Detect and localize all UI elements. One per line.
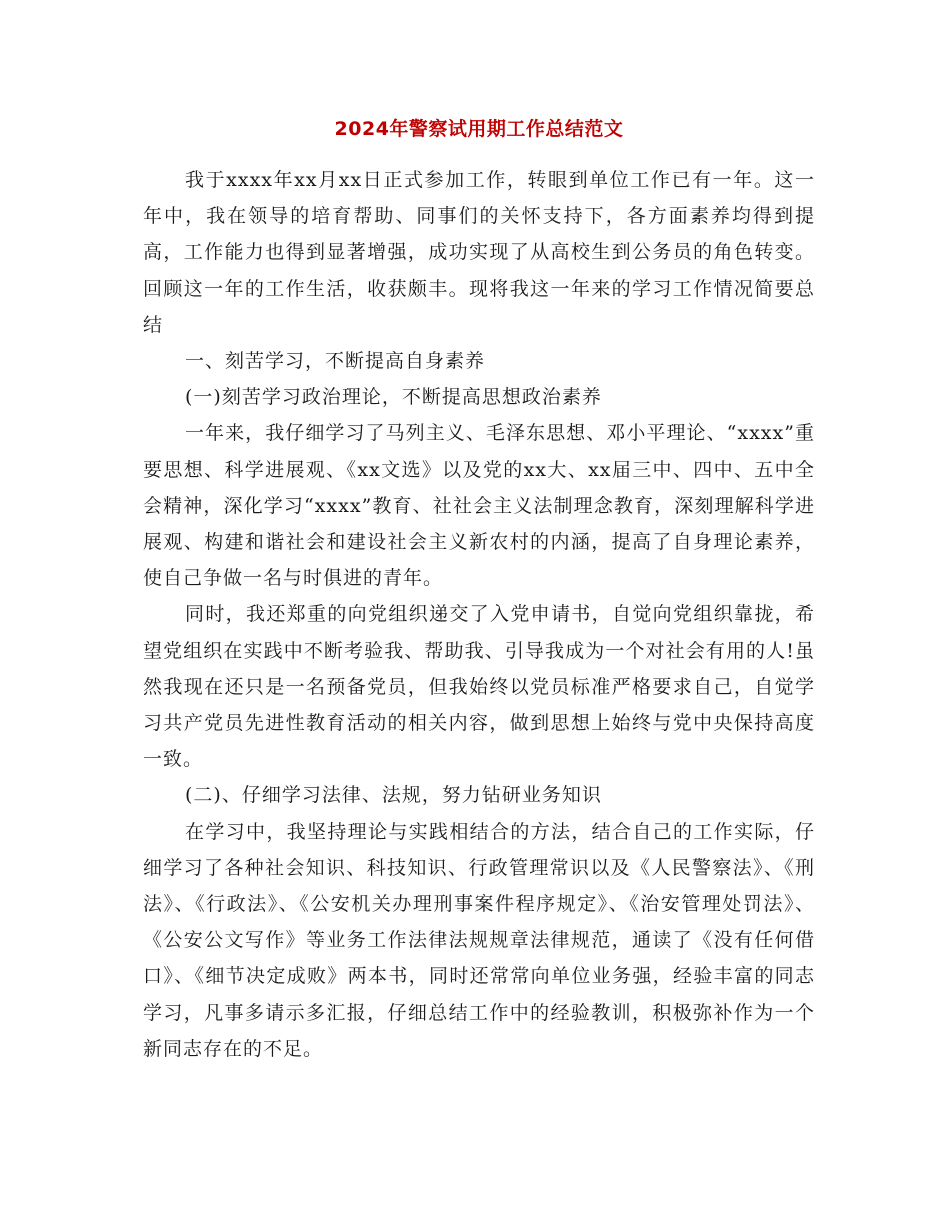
heading-subsection-1: (一)刻苦学习政治理论，不断提高思想政治素养	[185, 386, 602, 409]
document-page	[143, 0, 815, 1067]
document-body	[143, 162, 815, 1067]
paragraph-party-application: 同时，我还郑重的向党组织递交了入党申请书，自觉向党组织靠拢，希望党组织在实践中不断考验我、帮助我、引导我成为一个对社会有用的人!虽然我现在还只是一名预备党员，但我始终以党员标准严格要求自己，自觉学习共产党员先进性教育活动的相关内容，做到思想上始终与党中央保持高度一致。	[143, 603, 815, 771]
heading-subsection-2: (二)、仔细学习法律、法规，努力钻研业务知识	[185, 784, 602, 807]
heading-section-1: 一、刻苦学习，不断提高自身素养	[185, 350, 486, 373]
document-title: 2024年警察试用期工作总结范文	[334, 118, 624, 140]
paragraph-intro: 我于xxxx年xx月xx日正式参加工作，转眼到单位工作已有一年。这一年中，我在领导的培育帮助、同事们的关怀支持下，各方面素养均得到提高，工作能力也得到显著增强，成功实现了从高校生到公务员的角色转变。回顾这一年的工作生活，收获颇丰。现将我这一年来的学习工作情况简要总结	[143, 169, 815, 336]
paragraph-legal-study: 在学习中，我坚持理论与实践相结合的方法，结合自己的工作实际，仔细学习了各种社会知识、科技知识、行政管理常识以及《人民警察法》、《刑法》、《行政法》、《公安机关办理刑事案件程序规定》、《治安管理处罚法》、《公安公文写作》等业务工作法律法规规章法律规范，通读了《没有任何借口》、《细节决定成败》两本书，同时还常常向单位业务强，经验丰富的同志学习，凡事多请示多汇报，仔细总结工作中的经验教训，积极弥补作为一个新同志存在的不足。	[143, 820, 815, 1060]
paragraph-political-study: 一年来，我仔细学习了马列主义、毛泽东思想、邓小平理论、“xxxx”重要思想、科学进展观、《xx文选》以及党的xx大、xx届三中、四中、五中全会精神，深化学习“xxxx”教育、社社会主义法制理念教育，深刻理解科学进展观、构建和谐社会和建设社会主义新农村的内涵，提高了自身理论素养，使自己争做一名与时俱进的青年。	[143, 422, 815, 590]
